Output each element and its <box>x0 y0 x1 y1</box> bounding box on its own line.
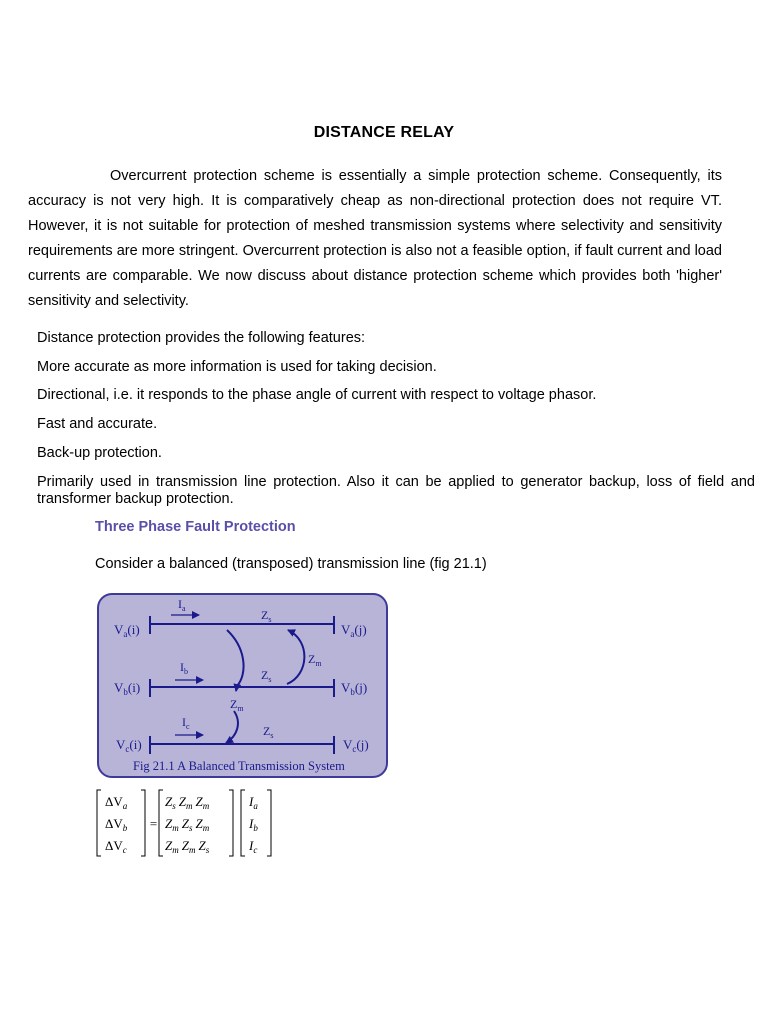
consider-text: Consider a balanced (transposed) transmission line (fig 21.1) <box>95 556 487 572</box>
section-heading: Three Phase Fault Protection <box>95 519 296 535</box>
phase-c-right-voltage: $V_c(j)$ <box>343 737 369 754</box>
balanced-transmission-figure <box>97 593 388 778</box>
feature-line-3: Directional, i.e. it responds to the phase angle of current with respect to voltage phasor. <box>37 387 597 403</box>
rhs-ia: $I_a$ <box>249 794 258 811</box>
feature-line-1: Distance protection provides the following features: <box>37 330 366 346</box>
equals-sign: = <box>149 816 158 831</box>
feature-line-4: Fast and accurate. <box>37 416 158 432</box>
phase-b-current: $I_b$ <box>180 660 188 676</box>
figure-caption: Fig 21.1 A Balanced Transmission System <box>133 759 345 773</box>
phase-b-left-voltage: $V_b(i)$ <box>114 680 141 697</box>
lhs-delta-vb: $\Delta V_b$ <box>105 816 128 833</box>
lhs-delta-va: $\Delta V_a$ <box>105 794 128 811</box>
z-row-1: $Z_s$ $Z_m$ $Z_m$ <box>165 794 210 811</box>
feature-line-2: More accurate as more information is used for taking decision. <box>37 359 437 375</box>
z-row-3: $Z_m$ $Z_m$ $Z_s$ <box>165 838 210 855</box>
feature-line-6: Primarily used in transmission line protection. Also it can be applied to generator backup, loss of field and transformer backup protection. <box>37 474 755 507</box>
rhs-ic: $I_c$ <box>249 838 258 855</box>
phase-a-left-voltage: $V_a(i)$ <box>114 622 140 639</box>
impedance-matrix-equation <box>96 788 276 858</box>
intro-paragraph: Overcurrent protection scheme is essentially a simple protection scheme. Consequently, its accuracy is not very high. It is comparatively cheap as non-directional protection does not require VT. However, it is not suitable for protection of meshed transmission systems where selectivity and sensitivity requirements are more stringent. Overcurrent protection is also not a feasible option, if fault current and load currents are comparable. We now discuss about distance protection scheme which provides both 'higher' sensitivity and selectivity. <box>28 168 722 309</box>
phase-c-current: $I_c$ <box>182 715 190 731</box>
z-row-2: $Z_m$ $Z_s$ $Z_m$ <box>165 816 210 833</box>
mutual-impedance-label-center: $Z_m$ <box>230 697 244 713</box>
phase-a-current: $I_a$ <box>178 597 186 613</box>
phase-b-impedance: $Z_s$ <box>261 668 272 684</box>
mutual-impedance-label-right: $Z_m$ <box>308 652 322 668</box>
lhs-delta-vc: $\Delta V_c$ <box>105 838 127 855</box>
page-title: DISTANCE RELAY <box>313 124 455 141</box>
phase-b-right-voltage: $V_b(j)$ <box>341 680 368 697</box>
phase-a-right-voltage: $V_a(j)$ <box>341 622 367 639</box>
rhs-ib: $I_b$ <box>249 816 258 833</box>
phase-c-impedance: $Z_s$ <box>263 724 274 740</box>
feature-line-5: Back-up protection. <box>37 445 162 461</box>
phase-c-left-voltage: $V_c(i)$ <box>116 737 142 754</box>
phase-a-impedance: $Z_s$ <box>261 608 272 624</box>
